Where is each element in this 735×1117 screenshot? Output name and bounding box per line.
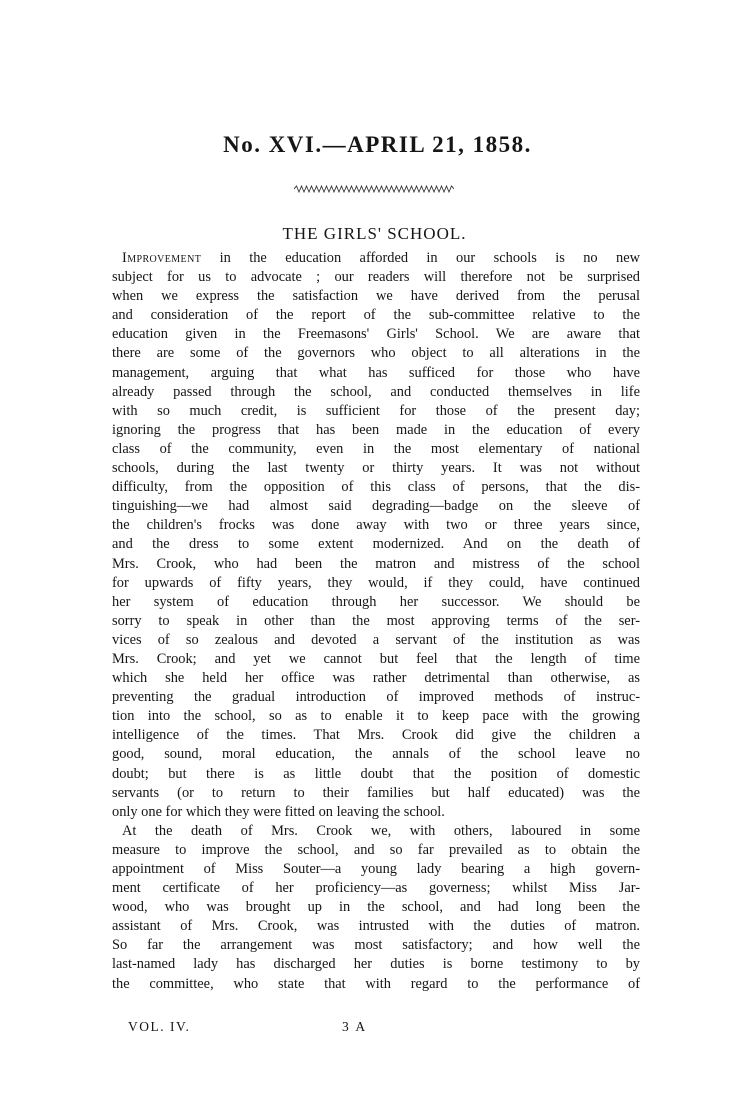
- body-line: tinguishing—we had almost said degrading—badge on the sleeve of: [112, 498, 640, 515]
- volume-mark: VOL. IV.: [128, 1019, 191, 1034]
- body-line: the committee, who state that with regard to the performance of: [112, 975, 640, 992]
- body-line: doubt; but there is as little doubt that the position of domestic: [112, 765, 640, 782]
- body-line: for upwards of fifty years, they would, if they could, have continued: [112, 574, 640, 591]
- body-line: tion into the school, so as to enable it to keep pace with the growing: [112, 708, 640, 725]
- body-line: So far the arrangement was most satisfactory; and how well the: [112, 937, 640, 954]
- body-line: subject for us to advocate ; our readers will therefore not be surprised: [112, 269, 640, 286]
- body-line: assistant of Mrs. Crook, was intrusted with the duties of matron.: [112, 918, 640, 935]
- article-body: [112, 249, 640, 994]
- body-line: Mrs. Crook, who had been the matron and mistress of the school: [112, 555, 640, 572]
- body-line: measure to improve the school, and so far prevailed as to obtain the: [112, 841, 640, 858]
- body-line: management, arguing that what has sufficed for those who have: [112, 364, 640, 381]
- body-line: only one for which they were fitted on leaving the school.: [112, 803, 445, 820]
- first-word: Improvement: [122, 250, 202, 266]
- body-line: intelligence of the times. That Mrs. Crook did give the children a: [112, 727, 640, 744]
- body-line: there are some of the governors who object to all alterations in the: [112, 345, 640, 362]
- body-line: ment certificate of her proficiency—as governess; whilst Miss Jar-: [112, 880, 640, 897]
- body-line: vices of so zealous and devoted a servant of the institution as was: [112, 631, 640, 648]
- body-line: servants (or to return to their families but half educated) was the: [112, 784, 640, 801]
- body-line: sorry to speak in other than the most approving terms of the ser-: [112, 612, 640, 629]
- signature-mark: 3 A: [342, 1019, 368, 1034]
- body-line: which she held her office was rather detrimental than otherwise, as: [112, 670, 640, 687]
- body-line: class of the community, even in the most elementary of national: [112, 440, 640, 457]
- page-footer: [112, 1019, 640, 1038]
- body-line: and the dress to some extent modernized. And on the death of: [112, 536, 640, 553]
- body-line: the children's frocks was done away with two or three years since,: [112, 517, 640, 534]
- body-line: preventing the gradual introduction of improved methods of instruc-: [112, 689, 640, 706]
- body-line: education given in the Freemasons' Girls' School. We are aware that: [112, 326, 640, 343]
- body-line: At the death of Mrs. Crook we, with others, laboured in some: [122, 822, 640, 839]
- body-line: good, sound, moral education, the annals of the school leave no: [112, 746, 640, 763]
- body-line: Mrs. Crook; and yet we cannot but feel that the length of time: [112, 650, 640, 667]
- ornamental-rule: [294, 184, 454, 194]
- body-line: schools, during the last twenty or thirty years. It was not without: [112, 460, 640, 477]
- issue-heading: No. XVI.—APRIL 21, 1858.: [223, 132, 532, 157]
- body-line: when we express the satisfaction we have derived from the perusal: [112, 288, 640, 305]
- body-line: ignoring the progress that has been made in the education of every: [112, 421, 640, 438]
- body-line: her system of education through her successor. We should be: [112, 593, 640, 610]
- body-line: difficulty, from the opposition of this class of persons, that the dis-: [112, 479, 640, 496]
- body-line: wood, who was brought up in the school, and had long been the: [112, 899, 640, 916]
- body-line: Improvement in the education afforded in our schools is no new: [122, 250, 640, 266]
- body-line: last-named lady has discharged her duties is borne testimony to by: [112, 956, 640, 973]
- body-line: already passed through the school, and conducted themselves in life: [112, 383, 640, 400]
- body-line: with so much credit, is sufficient for those of the present day;: [112, 402, 640, 419]
- body-line: and consideration of the report of the sub-committee relative to the: [112, 307, 640, 324]
- article-title: THE GIRLS' SCHOOL.: [282, 224, 467, 243]
- body-line: appointment of Miss Souter—a young lady bearing a high govern-: [112, 861, 640, 877]
